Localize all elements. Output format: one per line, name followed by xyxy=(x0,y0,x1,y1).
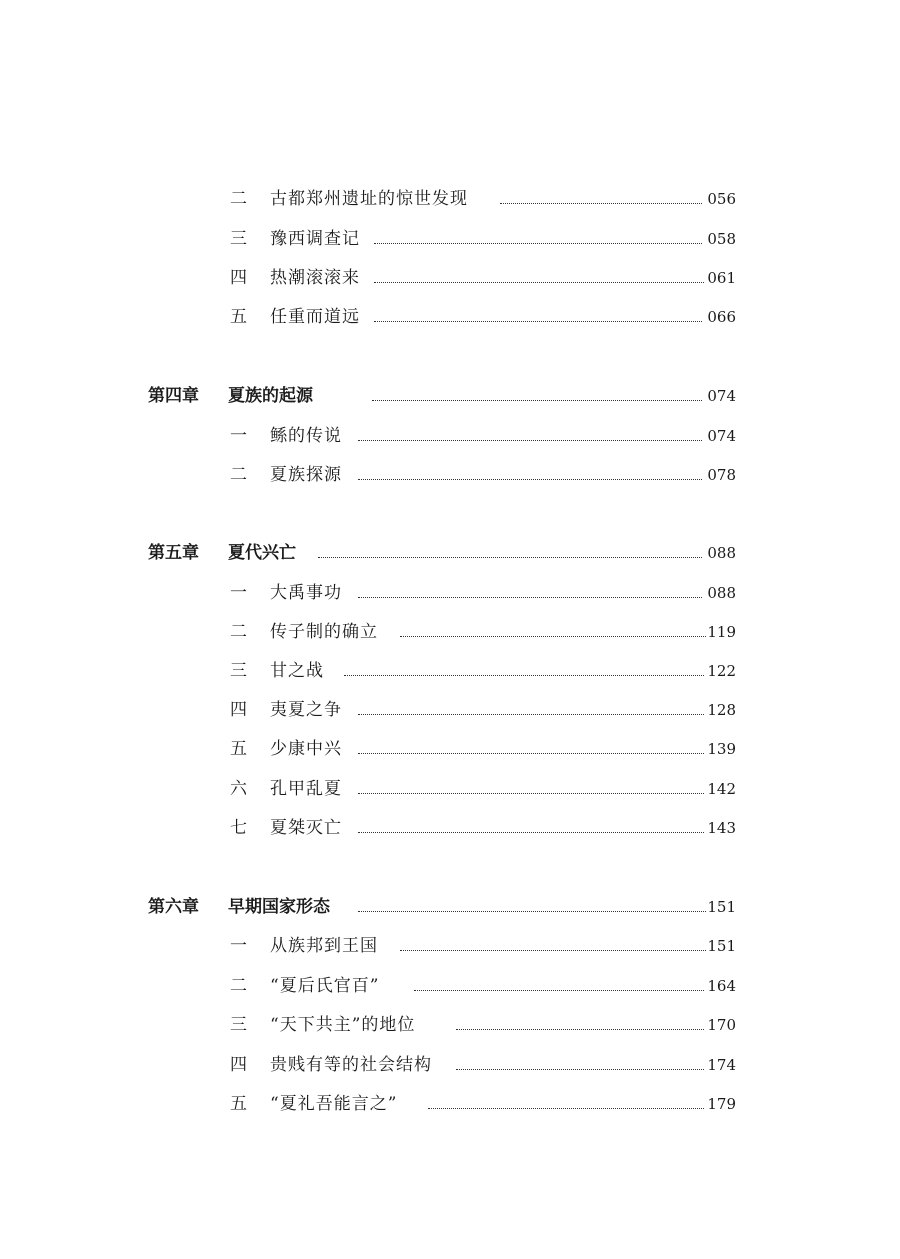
chapter-entry[interactable] xyxy=(0,381,900,411)
dot-leader xyxy=(344,675,704,676)
dot-leader xyxy=(500,203,702,204)
dot-leader xyxy=(400,636,706,637)
section-number: 二 xyxy=(230,622,247,642)
page-number: 151 xyxy=(707,898,736,916)
section-title: 热潮滚滚来 xyxy=(270,268,360,288)
page-number: 142 xyxy=(707,780,736,798)
dot-leader xyxy=(358,440,702,441)
section-title: “夏礼吾能言之” xyxy=(270,1094,398,1114)
dot-leader xyxy=(358,714,704,715)
toc-entry[interactable] xyxy=(0,971,900,1001)
section-title: 从族邦到王国 xyxy=(270,936,378,956)
dot-leader xyxy=(400,950,706,951)
section-number: 四 xyxy=(230,268,247,288)
section-number: 二 xyxy=(230,465,247,485)
section-number: 五 xyxy=(230,307,247,327)
section-number: 一 xyxy=(230,583,247,603)
dot-leader xyxy=(374,243,702,244)
chapter-label: 第五章 xyxy=(148,543,199,563)
dot-leader xyxy=(456,1069,704,1070)
section-title: 夏族探源 xyxy=(270,465,342,485)
toc-entry[interactable] xyxy=(0,1089,900,1119)
page-number: 139 xyxy=(707,740,736,758)
toc-entry[interactable] xyxy=(0,813,900,843)
dot-leader xyxy=(372,400,702,401)
section-number: 五 xyxy=(230,739,247,759)
section-number: 四 xyxy=(230,700,247,720)
toc-entry[interactable] xyxy=(0,302,900,332)
toc-entry[interactable] xyxy=(0,184,900,214)
section-title: 甘之战 xyxy=(270,661,324,681)
page-number: 143 xyxy=(707,819,736,837)
dot-leader xyxy=(414,990,704,991)
toc-entry[interactable] xyxy=(0,1050,900,1080)
page-number: 164 xyxy=(707,977,736,995)
dot-leader xyxy=(358,753,704,754)
dot-leader xyxy=(358,597,702,598)
toc-entry[interactable] xyxy=(0,421,900,451)
dot-leader xyxy=(358,479,702,480)
section-title: 大禹事功 xyxy=(270,583,342,603)
page-number: 119 xyxy=(707,623,736,641)
section-title: 豫西调查记 xyxy=(270,229,360,249)
section-number: 一 xyxy=(230,426,247,446)
dot-leader xyxy=(318,557,702,558)
section-number: 三 xyxy=(230,229,247,249)
page-number: 122 xyxy=(707,662,736,680)
section-number: 五 xyxy=(230,1094,247,1114)
toc-entry[interactable] xyxy=(0,224,900,254)
toc-entry[interactable] xyxy=(0,656,900,686)
toc-entry[interactable] xyxy=(0,578,900,608)
page-number: 058 xyxy=(707,230,736,248)
dot-leader xyxy=(358,832,704,833)
section-number: 三 xyxy=(230,661,247,681)
section-number: 三 xyxy=(230,1015,247,1035)
page-number: 088 xyxy=(707,584,736,602)
chapter-entry[interactable] xyxy=(0,892,900,922)
chapter-label: 第四章 xyxy=(148,386,199,406)
page-number: 056 xyxy=(707,190,736,208)
dot-leader xyxy=(358,911,706,912)
page-number: 088 xyxy=(707,544,736,562)
section-number: 二 xyxy=(230,189,247,209)
section-number: 七 xyxy=(230,818,247,838)
toc-entry[interactable] xyxy=(0,774,900,804)
dot-leader xyxy=(374,321,702,322)
chapter-entry[interactable] xyxy=(0,538,900,568)
toc-entry[interactable] xyxy=(0,695,900,725)
page-number: 128 xyxy=(707,701,736,719)
section-number: 六 xyxy=(230,779,247,799)
toc-entry[interactable] xyxy=(0,460,900,490)
section-title: 夏桀灭亡 xyxy=(270,818,342,838)
section-number: 一 xyxy=(230,936,247,956)
page-number: 074 xyxy=(707,427,736,445)
section-title: 任重而道远 xyxy=(270,307,360,327)
section-title: 夷夏之争 xyxy=(270,700,342,720)
section-title: 传子制的确立 xyxy=(270,622,378,642)
section-title: 孔甲乱夏 xyxy=(270,779,342,799)
dot-leader xyxy=(456,1029,704,1030)
chapter-title: 早期国家形态 xyxy=(228,897,330,917)
toc-entry[interactable] xyxy=(0,734,900,764)
chapter-label: 第六章 xyxy=(148,897,199,917)
section-title: 古都郑州遗址的惊世发现 xyxy=(270,189,468,209)
page-number: 174 xyxy=(707,1056,736,1074)
page-number: 179 xyxy=(707,1095,736,1113)
chapter-title: 夏族的起源 xyxy=(228,386,313,406)
toc-entry[interactable] xyxy=(0,617,900,647)
dot-leader xyxy=(358,793,704,794)
section-number: 二 xyxy=(230,976,247,996)
toc-entry[interactable] xyxy=(0,1010,900,1040)
dot-leader xyxy=(374,282,704,283)
page-number: 061 xyxy=(707,269,736,287)
section-title: “夏后氏官百” xyxy=(270,976,380,996)
section-title: “天下共主”的地位 xyxy=(270,1015,416,1035)
page-number: 078 xyxy=(707,466,736,484)
toc-entry[interactable] xyxy=(0,931,900,961)
page-number: 170 xyxy=(707,1016,736,1034)
page-number: 074 xyxy=(707,387,736,405)
section-number: 四 xyxy=(230,1055,247,1075)
dot-leader xyxy=(428,1108,704,1109)
page-number: 066 xyxy=(707,308,736,326)
page-number: 151 xyxy=(707,937,736,955)
section-title: 鲧的传说 xyxy=(270,426,342,446)
chapter-title: 夏代兴亡 xyxy=(228,543,296,563)
section-title: 少康中兴 xyxy=(270,739,342,759)
toc-entry[interactable] xyxy=(0,263,900,293)
section-title: 贵贱有等的社会结构 xyxy=(270,1055,432,1075)
